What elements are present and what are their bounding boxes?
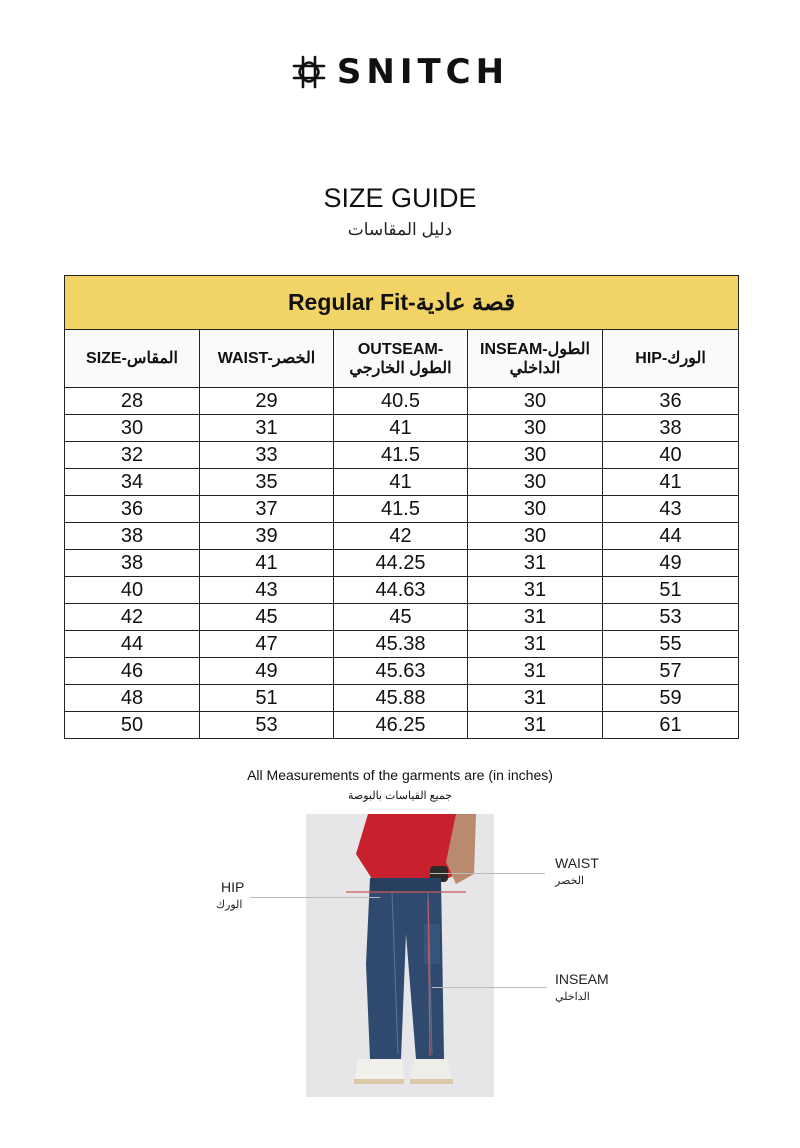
hash-grid-icon (291, 54, 327, 90)
table-cell: 44.25 (334, 550, 468, 577)
model-photo (306, 814, 494, 1097)
table-cell: 31 (468, 577, 603, 604)
table-cell: 30 (468, 523, 603, 550)
table-cell: 36 (65, 496, 200, 523)
table-cell: 55 (603, 631, 739, 658)
column-header-en: SIZE- (86, 350, 127, 367)
table-cell: 41 (334, 415, 468, 442)
table-cell: 30 (468, 442, 603, 469)
column-header-ar: الورك (667, 350, 706, 367)
hip-label-ar: الورك (216, 899, 243, 911)
fit-header: Regular Fit-قصة عادية (65, 276, 739, 330)
column-header-ar: المقاس (126, 350, 178, 367)
table-row (65, 631, 739, 658)
column-header (65, 330, 200, 388)
table-cell: 51 (200, 685, 334, 712)
table-row (65, 523, 739, 550)
brand-name: SNITCH (336, 52, 510, 92)
table-cell: 40.5 (334, 388, 468, 415)
table-row (65, 658, 739, 685)
table-cell: 45.88 (334, 685, 468, 712)
model-figure-illustration (306, 814, 494, 1097)
table-cell: 38 (65, 523, 200, 550)
table-row (65, 469, 739, 496)
table-cell: 31 (200, 415, 334, 442)
table-cell: 31 (468, 685, 603, 712)
table-row (65, 577, 739, 604)
table-cell: 53 (200, 712, 334, 739)
table-cell: 43 (603, 496, 739, 523)
table-cell: 32 (65, 442, 200, 469)
table-cell: 44.63 (334, 577, 468, 604)
table-cell: 41 (200, 550, 334, 577)
size-table-body (65, 388, 739, 739)
hip-label: HIP (221, 879, 245, 895)
table-cell: 57 (603, 658, 739, 685)
page-title-ar: دليل المقاسات (347, 220, 453, 239)
table-cell: 42 (65, 604, 200, 631)
table-row (65, 604, 739, 631)
table-cell: 45.63 (334, 658, 468, 685)
table-cell: 31 (468, 631, 603, 658)
table-cell: 28 (65, 388, 200, 415)
table-row (65, 685, 739, 712)
table-row (65, 415, 739, 442)
column-header-en: INSEAM- (480, 340, 548, 358)
table-cell: 38 (65, 550, 200, 577)
table-cell: 39 (200, 523, 334, 550)
table-row (65, 712, 739, 739)
table-cell: 30 (468, 388, 603, 415)
table-cell: 34 (65, 469, 200, 496)
table-cell: 44 (65, 631, 200, 658)
column-header-ar: الطول الخارجي (349, 359, 452, 377)
table-cell: 45 (334, 604, 468, 631)
brand-logo (0, 52, 800, 92)
table-cell: 29 (200, 388, 334, 415)
table-cell: 31 (468, 712, 603, 739)
table-cell: 61 (603, 712, 739, 739)
table-cell: 51 (603, 577, 739, 604)
table-cell: 47 (200, 631, 334, 658)
column-header-row (65, 330, 739, 388)
table-cell: 30 (65, 415, 200, 442)
table-cell: 46 (65, 658, 200, 685)
table-cell: 36 (603, 388, 739, 415)
table-cell: 31 (468, 604, 603, 631)
table-cell: 43 (200, 577, 334, 604)
table-cell: 41 (603, 469, 739, 496)
table-row (65, 496, 739, 523)
inseam-label: INSEAM (555, 971, 609, 987)
table-row (65, 442, 739, 469)
measurement-note: All Measurements of the garments are (in inches) (247, 767, 553, 783)
table-cell: 53 (603, 604, 739, 631)
table-cell: 30 (468, 496, 603, 523)
page-title: SIZE GUIDE (323, 183, 477, 213)
table-cell: 49 (200, 658, 334, 685)
table-cell: 45 (200, 604, 334, 631)
column-header-ar: الخصر (272, 350, 316, 367)
column-header-en: HIP- (635, 350, 668, 367)
column-header (334, 330, 468, 388)
table-cell: 33 (200, 442, 334, 469)
table-cell: 31 (468, 658, 603, 685)
table-cell: 59 (603, 685, 739, 712)
table-cell: 37 (200, 496, 334, 523)
table-cell: 42 (334, 523, 468, 550)
table-row (65, 388, 739, 415)
waist-label: WAIST (555, 855, 599, 871)
table-cell: 31 (468, 550, 603, 577)
column-header (200, 330, 334, 388)
table-cell: 38 (603, 415, 739, 442)
table-cell: 41 (334, 469, 468, 496)
table-cell: 40 (603, 442, 739, 469)
table-cell: 41.5 (334, 496, 468, 523)
table-cell: 35 (200, 469, 334, 496)
table-cell: 40 (65, 577, 200, 604)
table-cell: 30 (468, 469, 603, 496)
table-cell: 44 (603, 523, 739, 550)
waist-label-ar: الخصر (555, 875, 585, 887)
column-header-en: WAIST- (217, 350, 273, 367)
size-table (64, 275, 739, 739)
column-header-ar: الطول الداخلي (509, 340, 590, 377)
table-row (65, 550, 739, 577)
table-cell: 46.25 (334, 712, 468, 739)
column-header (603, 330, 739, 388)
inseam-label-ar: الداخلي (555, 991, 590, 1003)
table-cell: 49 (603, 550, 739, 577)
measurement-note-ar: جميع القياسات بالبوصة (347, 790, 453, 802)
table-cell: 45.38 (334, 631, 468, 658)
table-cell: 30 (468, 415, 603, 442)
table-cell: 41.5 (334, 442, 468, 469)
column-header (468, 330, 603, 388)
table-cell: 48 (65, 685, 200, 712)
column-header-en: OUTSEAM- (357, 340, 444, 358)
table-cell: 50 (65, 712, 200, 739)
